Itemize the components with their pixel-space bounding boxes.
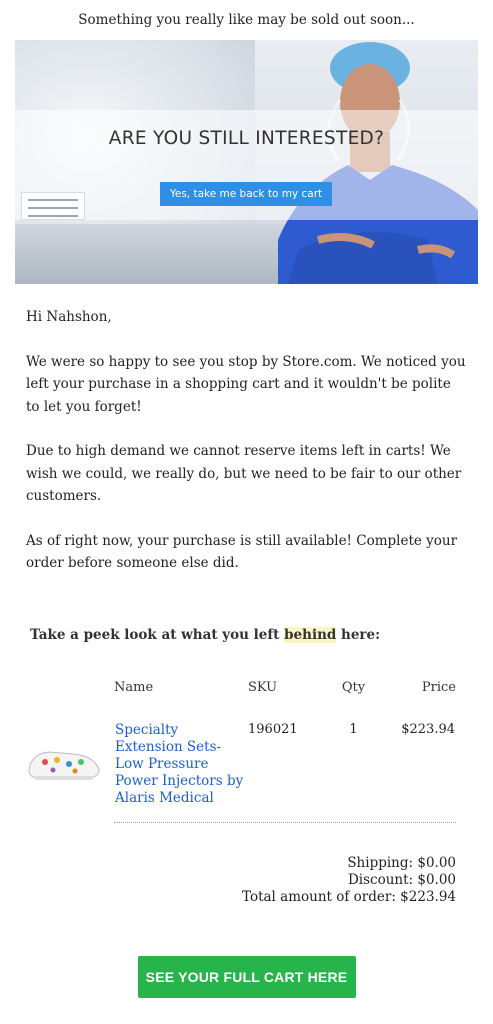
hero-headline: ARE YOU STILL INTERESTED? (108, 128, 385, 149)
header-price: Price (421, 680, 456, 695)
discount-total: Discount: $0.00 (347, 871, 456, 888)
product-qty: 1 (349, 721, 358, 737)
header-name: Name (114, 680, 154, 695)
peek-suffix: here: (336, 626, 381, 643)
greeting: Hi Nahshon, (26, 309, 112, 325)
order-total: Total amount of order: $223.94 (242, 888, 456, 905)
see-full-cart-button[interactable]: SEE YOUR FULL CART HERE (138, 956, 356, 998)
paragraph-2: Due to high demand we cannot reserve items left in carts! We wish we could, we really do, but we need to be fair to our other customers. (26, 443, 462, 504)
peek-prefix: Take a peek look at what you left (30, 626, 285, 643)
back-to-cart-button[interactable]: Yes, take me back to my cart (160, 182, 332, 206)
hero-banner (15, 40, 478, 284)
paragraph-1: We were so happy to see you stop by Store.com. We noticed you left your purchase in a shopping cart and it wouldn't be polite to let you forget! (26, 353, 466, 415)
product-price: $223.94 (401, 721, 455, 737)
table-header (24, 671, 456, 705)
cart-table (24, 671, 456, 808)
product-sku: 196021 (248, 721, 298, 737)
header-sku: SKU (248, 680, 278, 695)
header-image (24, 671, 114, 705)
table-divider (114, 822, 456, 823)
peek-heading (0, 597, 493, 671)
peek-highlight: behind (284, 626, 337, 643)
paragraph-3: As of right now, your purchase is still available! Complete your order before someone else did. (26, 532, 458, 571)
shipping-total: Shipping: $0.00 (347, 854, 456, 871)
clog-shoe-icon (25, 740, 105, 784)
product-thumbnail[interactable] (24, 721, 114, 808)
email-body (0, 284, 493, 575)
preheader-text: Something you really like may be sold out soon... (78, 12, 415, 28)
order-totals (0, 855, 493, 906)
header-qty: Qty (341, 680, 366, 695)
product-name-link[interactable]: Specialty Extension Sets- Low Pressure Power Injectors by Alaris Medical (115, 721, 244, 806)
table-row (24, 721, 456, 808)
hero-decoration (21, 192, 85, 220)
